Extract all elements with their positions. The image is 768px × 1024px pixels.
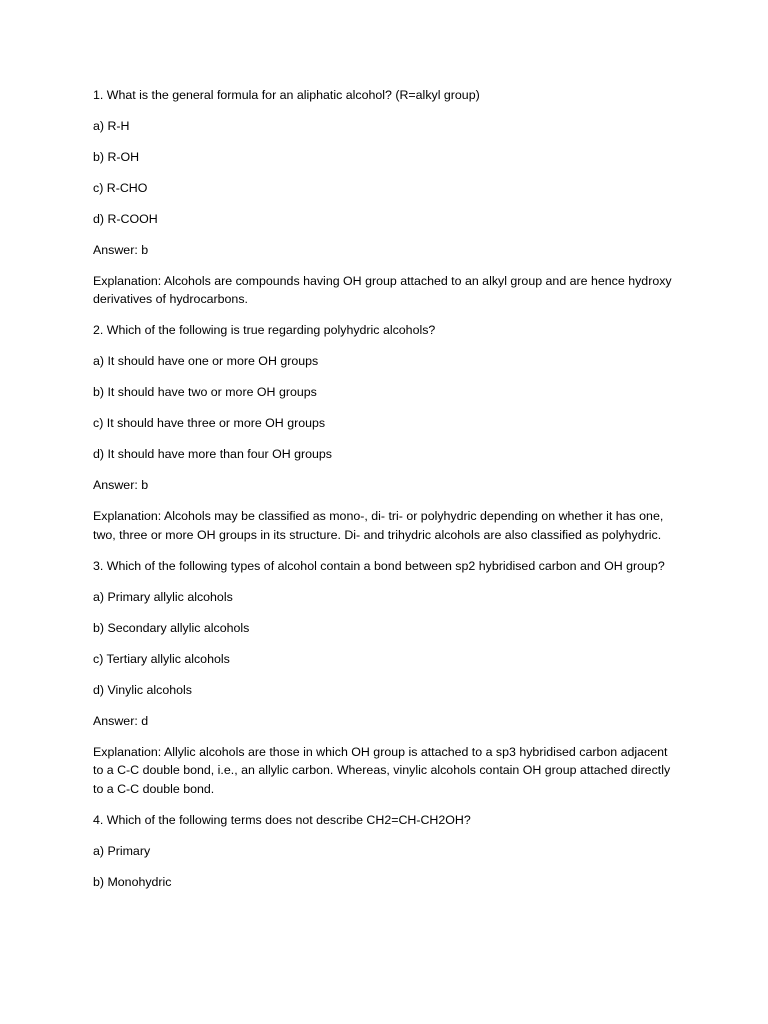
question-text: 2. Which of the following is true regarding polyhydric alcohols? — [93, 323, 436, 338]
option-b: b) R-OH — [93, 150, 140, 164]
answer-text: Answer: b — [93, 478, 149, 493]
answer-text: Answer: d — [93, 713, 149, 728]
option-c: c) It should have three or more OH groups — [93, 416, 326, 431]
option-a: a) It should have one or more OH groups — [93, 354, 319, 369]
question-block-3 — [93, 557, 673, 798]
explanation-text: Explanation: Alcohols may be classified as mono-, di- tri- or polyhydric depending on whether it has one, two, three or more OH groups in its structure. Di- and trihydric alcohols are also classified as polyhydric. — [93, 509, 664, 542]
option-c: c) Tertiary allylic alcohols — [93, 651, 230, 666]
document-page — [93, 86, 673, 904]
question-text: 4. Which of the following terms does not describe CH2=CH-CH2OH? — [93, 812, 471, 827]
question-block-1 — [93, 86, 673, 309]
explanation-text: Explanation: Allylic alcohols are those in which OH group is attached to a sp3 hybridised carbon adjacent to a C-C double bond, i.e., an allylic carbon. Whereas, vinylic alcohols contain OH group attached directly to a C-C double bond. — [93, 744, 671, 796]
option-d: d) Vinylic alcohols — [93, 682, 192, 697]
option-c: c) R-CHO — [93, 181, 148, 195]
option-d: d) R-COOH — [93, 212, 158, 226]
option-b: b) It should have two or more OH groups — [93, 385, 317, 400]
question-block-4 — [93, 811, 673, 891]
answer-text: Answer: b — [93, 243, 149, 257]
option-d: d) It should have more than four OH groups — [93, 447, 332, 462]
option-a: a) R-H — [93, 119, 130, 133]
option-b: b) Monohydric — [93, 874, 172, 889]
option-a: a) Primary — [93, 843, 151, 858]
option-b: b) Secondary allylic alcohols — [93, 620, 250, 635]
question-text: 1. What is the general formula for an aliphatic alcohol? (R=alkyl group) — [93, 88, 480, 102]
question-block-2 — [93, 321, 673, 544]
explanation-text: Explanation: Alcohols are compounds having OH group attached to an alkyl group and are hence hydroxy derivatives of hydrocarbons. — [93, 274, 672, 307]
question-text: 3. Which of the following types of alcohol contain a bond between sp2 hybridised carbon and OH group? — [93, 558, 665, 573]
option-a: a) Primary allylic alcohols — [93, 589, 233, 604]
